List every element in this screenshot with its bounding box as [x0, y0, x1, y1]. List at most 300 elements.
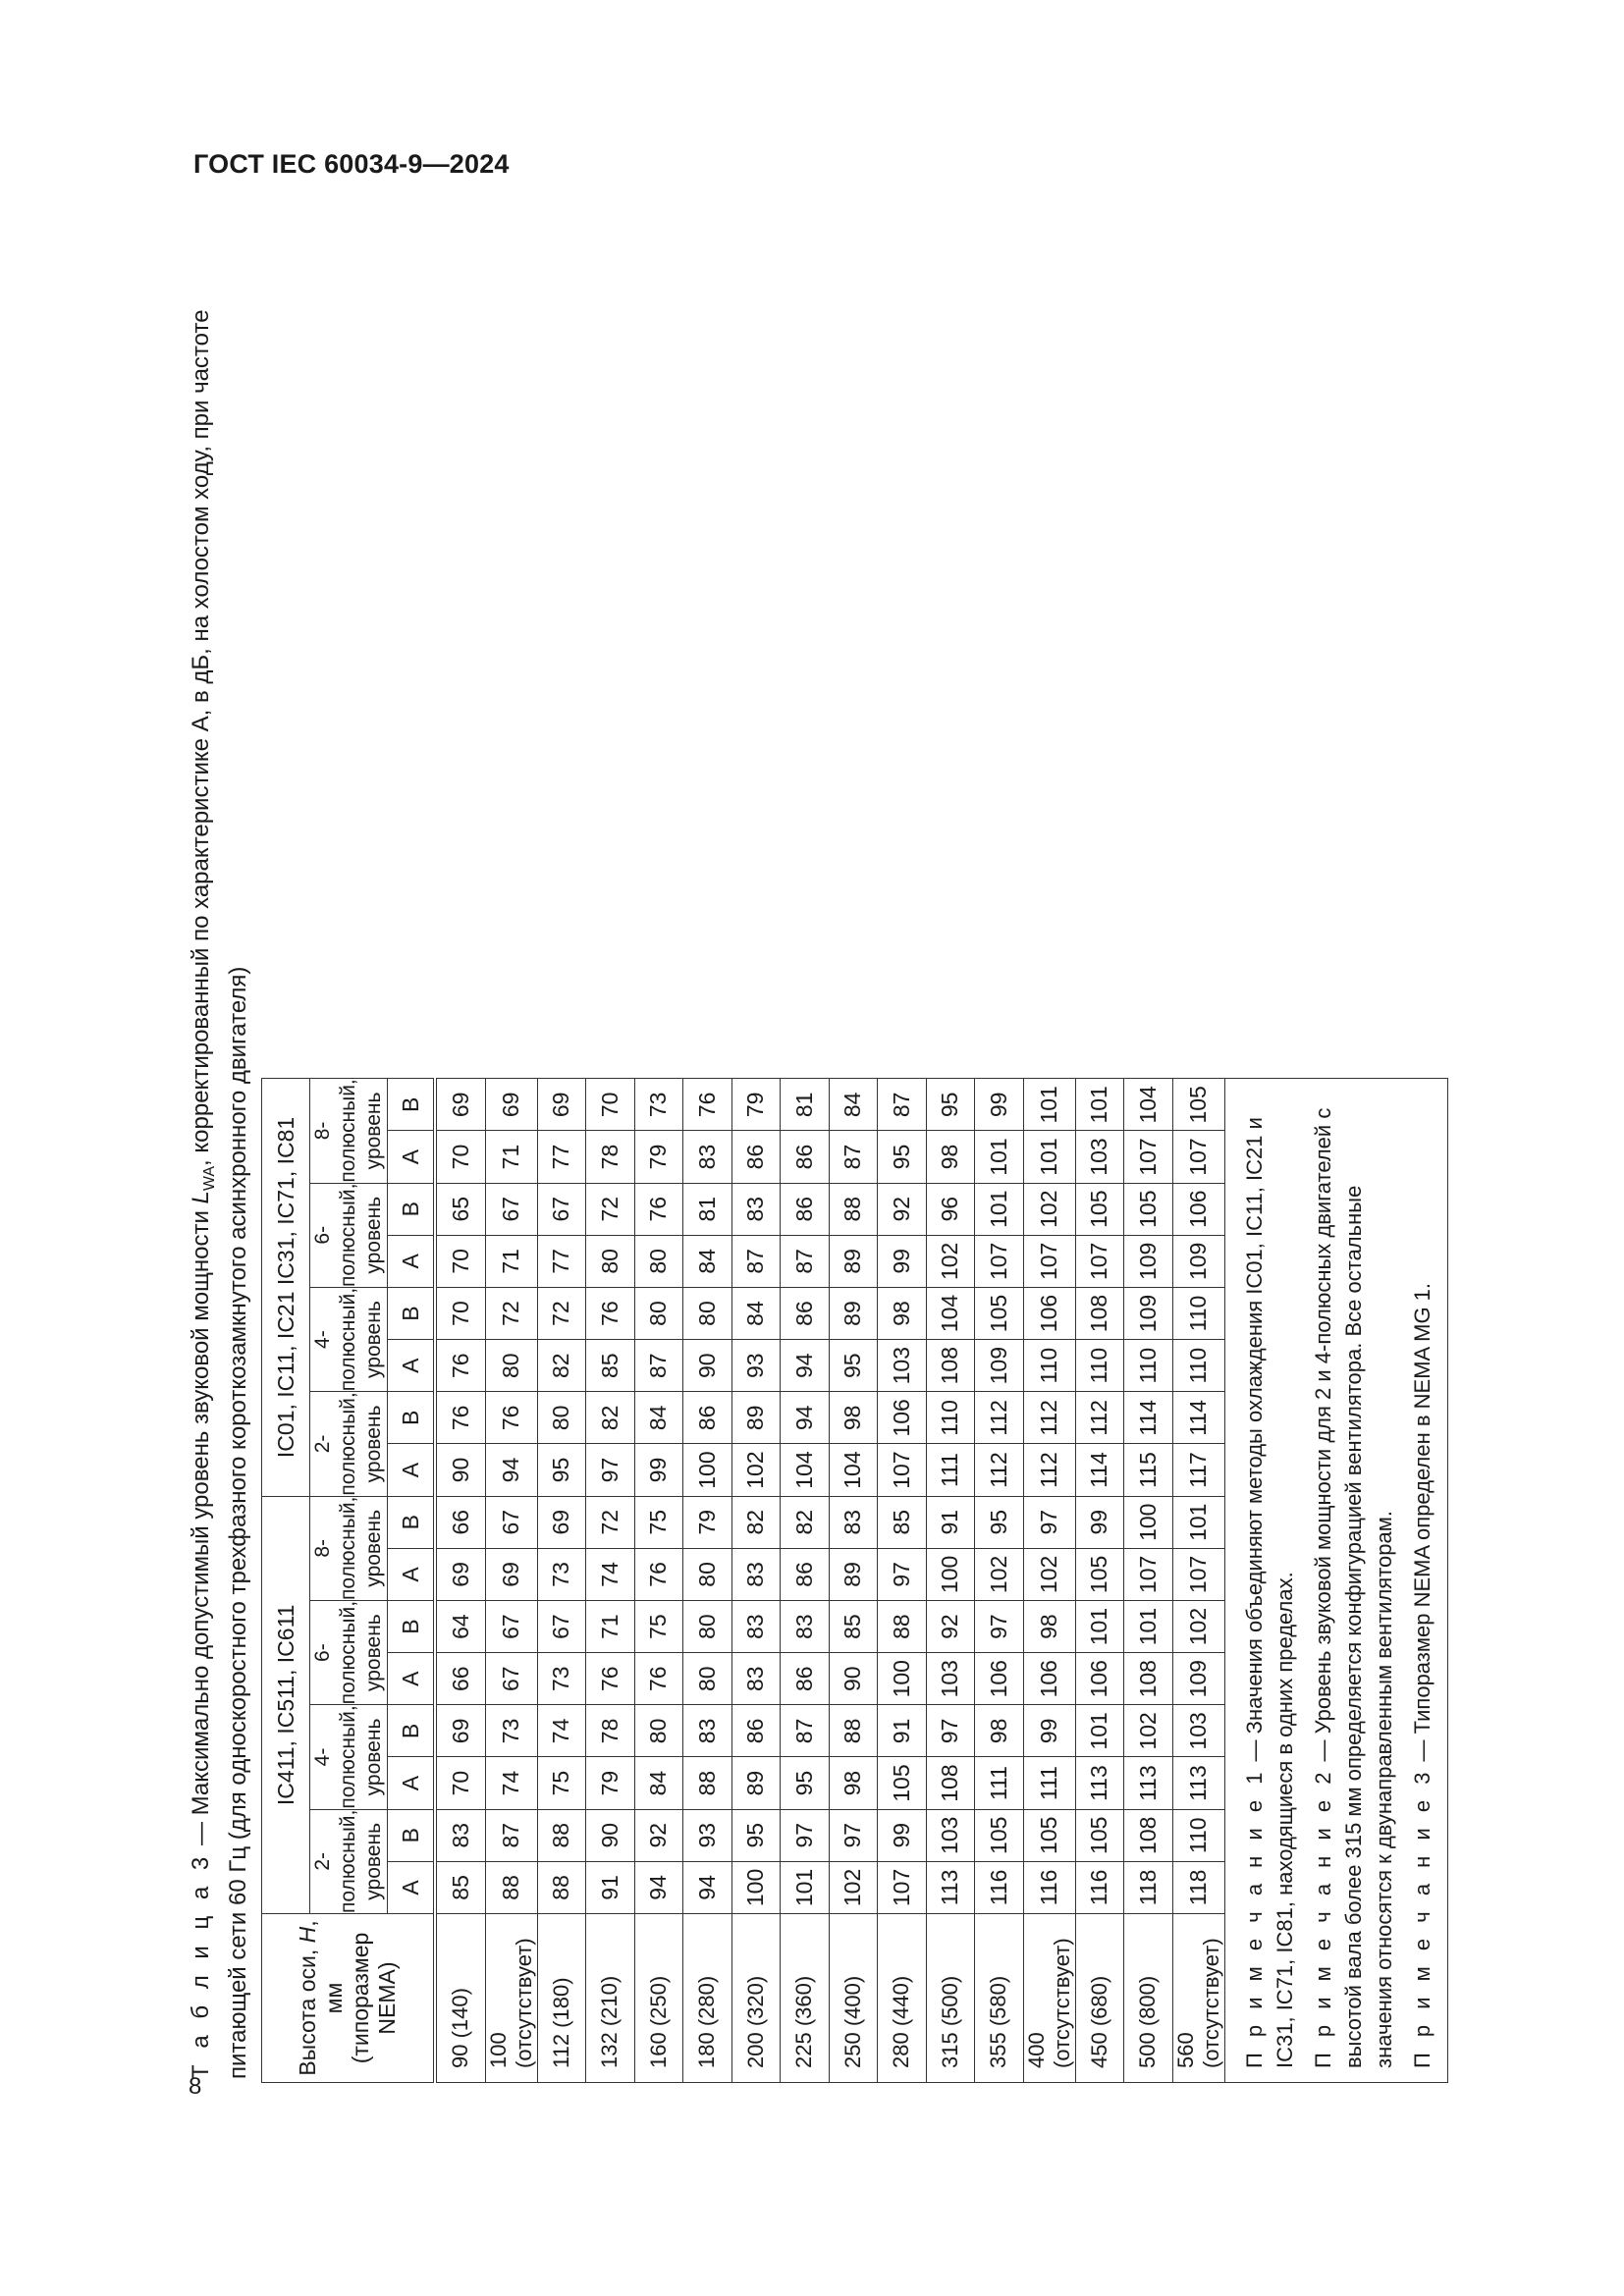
table-cell: 70	[586, 1079, 635, 1131]
table-cell: 79	[586, 1757, 635, 1809]
table-cell: 101	[975, 1131, 1024, 1183]
table-cell: 89	[829, 1287, 878, 1339]
table-cell: 80	[634, 1235, 683, 1287]
table-cell: 107	[878, 1861, 927, 1913]
level-header: А	[388, 1548, 436, 1600]
table-cell: 66	[435, 1653, 485, 1705]
table-cell: 80	[683, 1600, 732, 1652]
table-cell: 99	[878, 1809, 927, 1861]
table-cell: 69	[485, 1079, 537, 1131]
table-cell: 109	[1124, 1287, 1173, 1339]
level-header: А	[388, 1444, 436, 1496]
shaft-height-cell: 200 (320)	[731, 1914, 781, 2083]
table-cell: 99	[1075, 1496, 1124, 1548]
table-cell: 89	[731, 1757, 781, 1809]
table-cell: 76	[435, 1392, 485, 1444]
level-header: А	[388, 1757, 436, 1809]
shaft-height-cell: 160 (250)	[634, 1914, 683, 2083]
caption-text-end: , корректированный по характеристике А, в дБ, на холостом ходу, при частоте питающей сети 60 Гц (для односкоростного трехфазного короткозамкнутого асинхронного двигателя)	[188, 309, 251, 2079]
table-cell: 101	[1075, 1705, 1124, 1757]
table-cell: 79	[731, 1079, 781, 1131]
table-cell: 82	[781, 1496, 830, 1548]
table-row	[586, 1079, 635, 2083]
table-cell: 107	[1172, 1548, 1224, 1600]
table-cell: 101	[1075, 1079, 1124, 1131]
table-cell: 87	[485, 1809, 537, 1861]
table-cell: 87	[829, 1131, 878, 1183]
shaft-height-cell: 400 (отсутствует)	[1023, 1914, 1075, 2083]
table-cell: 97	[781, 1809, 830, 1861]
table-cell: 115	[1124, 1444, 1173, 1496]
table-cell: 87	[731, 1235, 781, 1287]
table-cell: 105	[1075, 1548, 1124, 1600]
table-cell: 83	[731, 1600, 781, 1652]
table-cell: 83	[781, 1600, 830, 1652]
table-cell: 108	[926, 1757, 975, 1809]
table-cell: 106	[878, 1392, 927, 1444]
table-cell: 90	[586, 1809, 635, 1861]
table-cell: 88	[537, 1861, 586, 1913]
table-cell: 86	[781, 1183, 830, 1235]
pole-header: 4-полюсный, уровень	[310, 1705, 388, 1809]
table-cell: 64	[435, 1600, 485, 1652]
table-cell: 75	[537, 1757, 586, 1809]
shaft-height-cell: 225 (360)	[781, 1914, 830, 2083]
table-cell: 103	[926, 1653, 975, 1705]
table-cell: 80	[683, 1548, 732, 1600]
pole-header: 2-полюсный, уровень	[310, 1392, 388, 1496]
table-cell: 70	[435, 1287, 485, 1339]
table-cell: 76	[634, 1653, 683, 1705]
table-cell: 91	[586, 1861, 635, 1913]
table-cell: 105	[1075, 1183, 1124, 1235]
table-cell: 109	[1124, 1235, 1173, 1287]
shaft-height-cell: 250 (400)	[829, 1914, 878, 2083]
table-row	[1124, 1079, 1173, 2083]
table-cell: 69	[485, 1548, 537, 1600]
table-cell: 107	[1023, 1235, 1075, 1287]
table-cell: 80	[683, 1653, 732, 1705]
table-cell: 106	[1023, 1653, 1075, 1705]
table-cell: 85	[586, 1340, 635, 1392]
table-cell: 95	[926, 1079, 975, 1131]
table-row	[731, 1079, 781, 2083]
table-cell: 111	[975, 1757, 1024, 1809]
table-cell: 76	[586, 1653, 635, 1705]
table-cell: 113	[926, 1861, 975, 1913]
table-cell: 91	[926, 1496, 975, 1548]
notes-row	[1224, 1079, 1447, 2083]
table-cell: 116	[1075, 1861, 1124, 1913]
table-cell: 73	[634, 1079, 683, 1131]
table-cell: 83	[829, 1496, 878, 1548]
table-cell: 72	[586, 1496, 635, 1548]
table-cell: 73	[537, 1653, 586, 1705]
table-cell: 75	[634, 1496, 683, 1548]
table-cell: 105	[975, 1809, 1024, 1861]
table-cell: 103	[878, 1340, 927, 1392]
table-cell: 67	[485, 1183, 537, 1235]
table-cell: 101	[975, 1183, 1024, 1235]
level-header: А	[388, 1131, 436, 1183]
table-cell: 79	[683, 1496, 732, 1548]
table-cell: 88	[878, 1600, 927, 1652]
table-cell: 84	[731, 1287, 781, 1339]
table-row	[1172, 1079, 1224, 2083]
table-caption	[187, 234, 252, 2079]
rotated-table-section	[187, 226, 1435, 2091]
table-cell: 98	[829, 1392, 878, 1444]
table-cell: 75	[634, 1600, 683, 1652]
note-text: — Значения объединяют методы охлаждения IC01, IC11, IC21 и IC31, IC71, IC81, находящиеся в одних пределах.	[1241, 1117, 1297, 2068]
table-cell: 113	[1172, 1757, 1224, 1809]
table-cell: 92	[878, 1183, 927, 1235]
table-cell: 97	[926, 1705, 975, 1757]
table-cell: 113	[1075, 1757, 1124, 1809]
table-note	[1308, 1095, 1399, 2068]
shaft-height-cell: 280 (440)	[878, 1914, 927, 2083]
shaft-height-cell: 100 (отсутствует)	[485, 1914, 537, 2083]
table-cell: 71	[485, 1235, 537, 1287]
table-row	[1075, 1079, 1124, 2083]
table-cell: 80	[537, 1392, 586, 1444]
table-cell: 91	[878, 1705, 927, 1757]
table-cell: 108	[1124, 1809, 1173, 1861]
table-cell: 83	[683, 1131, 732, 1183]
table-cell: 90	[829, 1653, 878, 1705]
table-cell: 67	[485, 1496, 537, 1548]
pole-header: 4-полюсный, уровень	[310, 1287, 388, 1391]
table-cell: 80	[485, 1340, 537, 1392]
level-header: В	[388, 1600, 436, 1652]
table-cell: 69	[435, 1548, 485, 1600]
table-cell: 96	[926, 1183, 975, 1235]
table-cell: 100	[878, 1653, 927, 1705]
table-cell: 76	[586, 1287, 635, 1339]
table-cell: 98	[1023, 1600, 1075, 1652]
table-cell: 67	[485, 1653, 537, 1705]
table-note	[1239, 1095, 1300, 2068]
table-cell: 92	[634, 1809, 683, 1861]
table-cell: 71	[586, 1600, 635, 1652]
table-cell: 88	[683, 1757, 732, 1809]
table-cell: 110	[1172, 1287, 1224, 1339]
shaft-height-cell: 560 (отсутствует)	[1172, 1914, 1224, 2083]
table-cell: 88	[829, 1183, 878, 1235]
table-cell: 110	[1075, 1340, 1124, 1392]
table-cell: 110	[1172, 1340, 1224, 1392]
table-cell: 112	[975, 1392, 1024, 1444]
note-label: П р и м е ч а н и е 3	[1409, 1767, 1435, 2068]
table-cell: 102	[1023, 1548, 1075, 1600]
table-cell: 118	[1124, 1861, 1173, 1913]
table-cell: 112	[1023, 1392, 1075, 1444]
document-header: ГОСТ IEC 60034-9—2024	[193, 149, 510, 179]
table-cell: 102	[829, 1861, 878, 1913]
shaft-height-cell: 132 (210)	[586, 1914, 635, 2083]
table-cell: 107	[1124, 1131, 1173, 1183]
table-cell: 78	[586, 1131, 635, 1183]
table-cell: 89	[731, 1392, 781, 1444]
table-cell: 74	[586, 1548, 635, 1600]
table-cell: 99	[975, 1079, 1024, 1131]
table-cell: 111	[1023, 1757, 1075, 1809]
table-cell: 65	[435, 1183, 485, 1235]
table-cell: 82	[586, 1392, 635, 1444]
table-cell: 110	[1124, 1340, 1173, 1392]
level-header: В	[388, 1079, 436, 1131]
table-cell: 90	[683, 1340, 732, 1392]
level-header: В	[388, 1496, 436, 1548]
table-cell: 102	[731, 1444, 781, 1496]
table-cell: 89	[829, 1235, 878, 1287]
table-cell: 80	[683, 1287, 732, 1339]
table-cell: 82	[537, 1340, 586, 1392]
group-header-ic411: IC411, IC511, IC611	[262, 1496, 310, 1913]
table-cell: 99	[634, 1444, 683, 1496]
table-cell: 103	[1172, 1705, 1224, 1757]
shaft-height-cell: 112 (180)	[537, 1914, 586, 2083]
table-cell: 107	[1075, 1235, 1124, 1287]
table-cell: 74	[537, 1705, 586, 1757]
table-cell: 103	[926, 1809, 975, 1861]
table-cell: 114	[1124, 1392, 1173, 1444]
table-cell: 79	[634, 1131, 683, 1183]
table-row	[1023, 1079, 1075, 2083]
table-cell: 102	[1023, 1183, 1075, 1235]
table-cell: 94	[781, 1340, 830, 1392]
table-cell: 106	[1023, 1287, 1075, 1339]
table-cell: 102	[1124, 1705, 1173, 1757]
shaft-height-cell: 355 (580)	[975, 1914, 1024, 2083]
table-row	[878, 1079, 927, 2083]
note-text: — Уровень звуковой мощности для 2 и 4-полюсных двигателей с высотой вала более 315 мм определяется конфигурацией вентилятора. Все остальные значения относятся к двунаправленным вентиляторам.	[1310, 1107, 1396, 2068]
table-cell: 69	[537, 1079, 586, 1131]
level-header: В	[388, 1705, 436, 1757]
caption-text: — Максимально допустимый уровень звуковой мощности	[188, 1203, 214, 1852]
table-cell: 107	[1172, 1131, 1224, 1183]
caption-symbol: L	[188, 1191, 214, 1204]
table-cell: 83	[731, 1548, 781, 1600]
table-cell: 93	[731, 1340, 781, 1392]
table-cell: 74	[485, 1757, 537, 1809]
table-cell: 104	[1124, 1079, 1173, 1131]
table-cell: 77	[537, 1235, 586, 1287]
table-cell: 87	[781, 1705, 830, 1757]
table-cell: 114	[1172, 1392, 1224, 1444]
table-cell: 100	[731, 1861, 781, 1913]
table-cell: 97	[878, 1548, 927, 1600]
table-cell: 100	[1124, 1496, 1173, 1548]
table-cell: 101	[1023, 1079, 1075, 1131]
table-cell: 95	[878, 1131, 927, 1183]
table-cell: 84	[683, 1235, 732, 1287]
table-cell: 98	[975, 1705, 1024, 1757]
table-cell: 85	[878, 1496, 927, 1548]
table-cell: 85	[829, 1600, 878, 1652]
level-header: В	[388, 1183, 436, 1235]
table-row	[537, 1079, 586, 2083]
table-cell: 84	[829, 1079, 878, 1131]
group-header-ic01: IC01, IC11, IC21 IC31, IC71, IC81	[262, 1079, 310, 1496]
table-cell: 110	[926, 1392, 975, 1444]
table-cell: 97	[975, 1600, 1024, 1652]
table-cell: 97	[829, 1809, 878, 1861]
note-label: П р и м е ч а н и е 1	[1241, 1767, 1267, 2068]
table-cell: 83	[731, 1653, 781, 1705]
table-cell: 86	[731, 1705, 781, 1757]
table-cell: 86	[683, 1392, 732, 1444]
table-cell: 105	[1075, 1809, 1124, 1861]
table-cell: 102	[926, 1235, 975, 1287]
table-cell: 76	[683, 1079, 732, 1131]
table-cell: 95	[829, 1340, 878, 1392]
table-cell: 72	[537, 1287, 586, 1339]
table-cell: 90	[435, 1444, 485, 1496]
level-header: В	[388, 1809, 436, 1861]
table-cell: 72	[485, 1287, 537, 1339]
table-cell: 83	[683, 1705, 732, 1757]
shaft-height-cell: 450 (680)	[1075, 1914, 1124, 2083]
table-cell: 102	[1172, 1600, 1224, 1652]
table-note	[1407, 1095, 1437, 2068]
notes-cell	[1224, 1079, 1447, 2083]
table-cell: 108	[926, 1340, 975, 1392]
level-header: А	[388, 1235, 436, 1287]
table-cell: 88	[485, 1861, 537, 1913]
table-cell: 84	[634, 1757, 683, 1809]
table-cell: 67	[537, 1600, 586, 1652]
table-cell: 109	[1172, 1235, 1224, 1287]
table-cell: 99	[1023, 1705, 1075, 1757]
table-cell: 100	[683, 1444, 732, 1496]
table-cell: 106	[975, 1653, 1024, 1705]
table-cell: 97	[586, 1444, 635, 1496]
table-cell: 87	[878, 1079, 927, 1131]
table-cell: 111	[926, 1444, 975, 1496]
page-number: 8	[189, 2073, 202, 2100]
table-cell: 106	[1075, 1653, 1124, 1705]
table-cell: 116	[975, 1861, 1024, 1913]
table-cell: 78	[586, 1705, 635, 1757]
table-cell: 98	[829, 1757, 878, 1809]
table-cell: 98	[926, 1131, 975, 1183]
table-cell: 87	[634, 1340, 683, 1392]
table-cell: 114	[1075, 1444, 1124, 1496]
table-cell: 108	[1075, 1287, 1124, 1339]
table-cell: 95	[731, 1809, 781, 1861]
table-cell: 105	[1124, 1183, 1173, 1235]
table-cell: 105	[975, 1287, 1024, 1339]
table-cell: 84	[634, 1392, 683, 1444]
table-cell: 95	[975, 1496, 1024, 1548]
caption-symbol-subscript: WA	[200, 1165, 218, 1192]
note-label: П р и м е ч а н и е 2	[1310, 1767, 1335, 2068]
table-cell: 94	[485, 1444, 537, 1496]
table-cell: 72	[586, 1183, 635, 1235]
table-cell: 86	[781, 1653, 830, 1705]
table-cell: 107	[1124, 1548, 1173, 1600]
table-cell: 71	[485, 1131, 537, 1183]
table-cell: 113	[1124, 1757, 1173, 1809]
table-cell: 80	[634, 1287, 683, 1339]
table-cell: 81	[683, 1183, 732, 1235]
pole-header: 8-полюсный, уровень	[310, 1496, 388, 1600]
table-cell: 112	[1023, 1444, 1075, 1496]
table-cell: 103	[1075, 1131, 1124, 1183]
table-cell: 83	[435, 1809, 485, 1861]
table-cell: 110	[1023, 1340, 1075, 1392]
table-cell: 70	[435, 1757, 485, 1809]
table-cell: 76	[634, 1183, 683, 1235]
table-cell: 85	[435, 1861, 485, 1913]
table-cell: 69	[435, 1705, 485, 1757]
pole-header: 8-полюсный, уровень	[310, 1079, 388, 1183]
table-cell: 95	[537, 1444, 586, 1496]
table-cell: 83	[731, 1183, 781, 1235]
table-cell: 109	[975, 1340, 1024, 1392]
table-cell: 88	[537, 1809, 586, 1861]
table-cell: 94	[781, 1392, 830, 1444]
level-header: А	[388, 1340, 436, 1392]
table-cell: 97	[1023, 1496, 1075, 1548]
table-cell: 95	[781, 1757, 830, 1809]
table-row	[975, 1079, 1024, 2083]
table-row	[435, 1079, 485, 2083]
table-cell: 108	[1124, 1653, 1173, 1705]
table-cell: 81	[781, 1079, 830, 1131]
table-cell: 107	[878, 1444, 927, 1496]
table-row	[829, 1079, 878, 2083]
table-cell: 109	[1172, 1653, 1224, 1705]
table-row	[781, 1079, 830, 2083]
pole-header: 2-полюсный, уровень	[310, 1809, 388, 1913]
table-cell: 101	[1075, 1600, 1124, 1652]
table-cell: 86	[781, 1548, 830, 1600]
table-cell: 110	[1172, 1809, 1224, 1861]
table-cell: 67	[537, 1183, 586, 1235]
level-header: А	[388, 1653, 436, 1705]
pole-header: 6-полюсный, уровень	[310, 1183, 388, 1287]
table-cell: 86	[781, 1287, 830, 1339]
table-cell: 106	[1172, 1183, 1224, 1235]
table-label: Т а б л и ц а 3	[188, 1851, 214, 2079]
shaft-height-header: Высота оси, H, мм (типоразмер NEMA)	[262, 1914, 436, 2083]
table-cell: 104	[781, 1444, 830, 1496]
table-cell: 80	[634, 1705, 683, 1757]
table-cell: 88	[829, 1705, 878, 1757]
table-cell: 93	[683, 1809, 732, 1861]
shaft-height-cell: 500 (800)	[1124, 1914, 1173, 2083]
table-cell: 82	[731, 1496, 781, 1548]
noise-limits-table	[261, 1078, 1448, 2083]
table-row	[634, 1079, 683, 2083]
table-cell: 89	[829, 1548, 878, 1600]
table-cell: 107	[975, 1235, 1024, 1287]
table-cell: 100	[926, 1548, 975, 1600]
table-cell: 105	[878, 1757, 927, 1809]
table-cell: 98	[878, 1287, 927, 1339]
level-header: В	[388, 1287, 436, 1339]
table-cell: 70	[435, 1131, 485, 1183]
table-cell: 76	[634, 1548, 683, 1600]
table-cell: 94	[683, 1861, 732, 1913]
shaft-height-cell: 180 (280)	[683, 1914, 732, 2083]
table-cell: 112	[975, 1444, 1024, 1496]
table-cell: 92	[926, 1600, 975, 1652]
table-cell: 116	[1023, 1861, 1075, 1913]
table-cell: 94	[634, 1861, 683, 1913]
